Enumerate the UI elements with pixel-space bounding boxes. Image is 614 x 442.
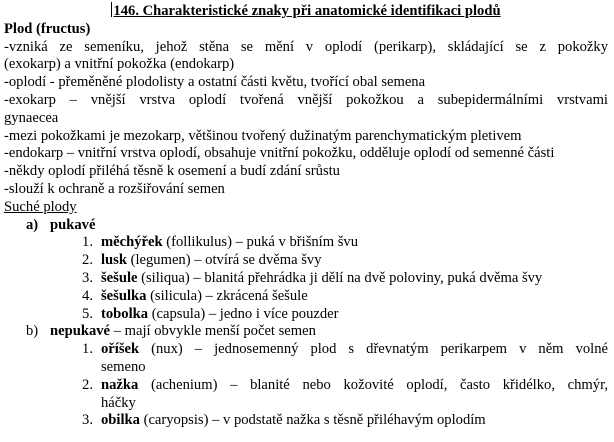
term: šešule (101, 269, 138, 286)
paragraph-line: gynaecea (4, 109, 59, 126)
paragraph-line: -oplodí - přeměněné plodolisty a ostatní části květu, tvořící obal semena (4, 74, 426, 91)
term: nažka (101, 376, 139, 393)
plod-heading: Plod (fructus) (4, 20, 91, 37)
section-heading-suche-plody: Suché plody (4, 198, 77, 215)
list-number: 2. (82, 376, 93, 393)
term: obilka (101, 412, 140, 429)
list-number: 2. (82, 252, 93, 269)
group-b-name: nepukavé (50, 323, 111, 340)
term-description-cont: háčky (101, 394, 136, 411)
term: tobolka (101, 305, 149, 322)
term-description: (legumen) – otvírá se dvěma švy (126, 252, 322, 269)
list-number: 3. (82, 412, 93, 429)
term-description: (siliqua) – blanitá přehrádka ji dělí na dvě poloviny, puká dvěma švy (137, 269, 543, 286)
term-description: (caryopsis) – v podstatě nažka s těsně přiléhavým oplodím (139, 412, 486, 429)
group-a-label: a) (26, 216, 39, 233)
term-description: (nux) – jednosemenný plod s dřevnatým perikarpem v něm volné (139, 341, 608, 358)
page-title (4, 2, 608, 21)
list-number: 5. (82, 305, 93, 322)
group-b-heading (4, 323, 608, 341)
group-b-label: b) (26, 323, 39, 340)
list-item (4, 412, 608, 430)
title-text: 146. Charakteristické znaky při anatomické identifikaci plodů (113, 3, 501, 19)
list-number: 3. (82, 269, 93, 286)
term: lusk (101, 252, 127, 269)
paragraph-line: -slouží k ochraně a rozšiřování semen (4, 180, 225, 197)
group-a-name: pukavé (50, 216, 96, 233)
term: oříšek (101, 341, 140, 358)
paragraph-line: -vzniká ze semeníku, jehož stěna se mění v oplodí (perikarp), skládající se z pokožky (4, 38, 608, 55)
list-item (4, 341, 608, 377)
term-description: (capsula) – jedno i více pouzder (148, 305, 339, 322)
term-description: (silicula) – zkrácená šešule (146, 287, 308, 304)
paragraph-line: -endokarp – vnitřní vrstva oplodí, obsahuje vnitřní pokožku, odděluje oplodí od semenné části (4, 145, 555, 162)
paragraph-line: -někdy oplodí přiléhá těsně k osemení a budí zdání srůstu (4, 163, 340, 180)
list-number: 1. (82, 341, 93, 358)
term: šešulka (101, 287, 147, 304)
list-number: 4. (82, 287, 93, 304)
group-a-heading (4, 217, 608, 235)
paragraph-line: -exokarp – vnější vrstva oplodí tvořená vnější pokožkou a subepidermálními vrstvami (4, 91, 608, 108)
document-page (4, 2, 608, 430)
group-b-description: – mají obvykle menší počet semen (110, 323, 316, 340)
term-description: (follikulus) – puká v břišním švu (162, 234, 358, 251)
list-item (4, 377, 608, 413)
list-item (4, 270, 608, 288)
list-item (4, 306, 608, 324)
list-item (4, 252, 608, 270)
term-description: (achenium) – blanité nebo kožovité oplodí, často křidélko, chmýr, (138, 376, 608, 393)
term-description-cont: semeno (101, 358, 146, 375)
list-item (4, 288, 608, 306)
term: měchýřek (101, 234, 163, 251)
list-item (4, 234, 608, 252)
list-number: 1. (82, 234, 93, 251)
paragraph-line: (exokarp) a vnitřní pokožka (endokarp) (4, 56, 235, 73)
paragraph-line: -mezi pokožkami je mezokarp, většinou tvořený dužinatým parenchymatickým pletivem (4, 127, 522, 144)
